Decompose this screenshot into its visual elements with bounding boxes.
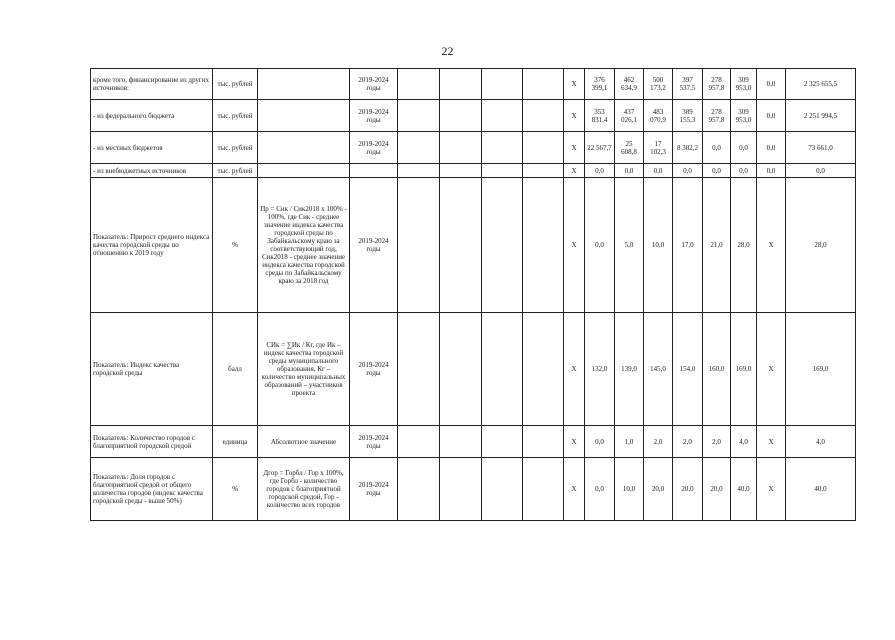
value-cell: 1,0 — [615, 426, 644, 458]
empty-cell — [482, 178, 523, 313]
value-cell: 145,0 — [644, 313, 673, 426]
empty-cell — [398, 164, 440, 178]
value-cell: 4,0 — [731, 426, 757, 458]
value-cell: 169,0 — [786, 313, 856, 426]
empty-cell — [523, 426, 564, 458]
value-cell: 160,0 — [703, 313, 731, 426]
empty-cell — [523, 132, 564, 164]
empty-cell — [523, 313, 564, 426]
unit-cell: тыс. рублей — [213, 100, 258, 132]
empty-cell — [482, 69, 523, 100]
value-cell: 483 070,9 — [644, 100, 673, 132]
value-cell: Х — [564, 100, 585, 132]
value-cell: 389 155,3 — [673, 100, 703, 132]
value-cell: 132,0 — [585, 313, 615, 426]
method-cell: СИк = ∑Ик / Кг, где Ик – индекс качества городской среды муниципального образования, Кг – количество муниципальных образований – участников проекта — [258, 313, 350, 426]
empty-cell — [398, 458, 440, 521]
value-cell: 0,0 — [757, 132, 786, 164]
value-cell: Х — [757, 426, 786, 458]
value-cell: 2 251 994,5 — [786, 100, 856, 132]
empty-cell — [482, 313, 523, 426]
unit-cell: балл — [213, 313, 258, 426]
row-name-cell: Показатель: Количество городов с благоприятной городской средой — [91, 426, 213, 458]
value-cell: Х — [564, 426, 585, 458]
value-cell: 376 399,1 — [585, 69, 615, 100]
empty-cell — [440, 69, 482, 100]
value-cell: 0,0 — [585, 458, 615, 521]
empty-cell — [523, 69, 564, 100]
value-cell: 0,0 — [731, 132, 757, 164]
method-cell — [258, 100, 350, 132]
period-cell: 2019-2024 годы — [350, 100, 398, 132]
value-cell: 0,0 — [757, 69, 786, 100]
table-row — [91, 313, 856, 426]
unit-cell: тыс. рублей — [213, 132, 258, 164]
empty-cell — [440, 100, 482, 132]
value-cell: 8 382,2 — [673, 132, 703, 164]
table-row — [91, 426, 856, 458]
empty-cell — [440, 313, 482, 426]
period-cell: 2019-2024 годы — [350, 132, 398, 164]
value-cell: 0,0 — [585, 426, 615, 458]
value-cell: 2,0 — [673, 426, 703, 458]
value-cell: 2,0 — [644, 426, 673, 458]
value-cell: Х — [757, 178, 786, 313]
value-cell: 17 102,3 — [644, 132, 673, 164]
value-cell: 2 325 655,5 — [786, 69, 856, 100]
empty-cell — [482, 426, 523, 458]
empty-cell — [482, 458, 523, 521]
value-cell: 5,0 — [615, 178, 644, 313]
empty-cell — [398, 178, 440, 313]
value-cell: 437 026,1 — [615, 100, 644, 132]
table-row — [91, 69, 856, 100]
value-cell: Х — [564, 458, 585, 521]
value-cell: 17,0 — [673, 178, 703, 313]
value-cell: 0,0 — [585, 178, 615, 313]
value-cell: 278 957,8 — [703, 100, 731, 132]
value-cell: 40,0 — [786, 458, 856, 521]
empty-cell — [440, 132, 482, 164]
row-name-cell: - из федерального бюджета — [91, 100, 213, 132]
empty-cell — [482, 164, 523, 178]
value-cell: 397 537,5 — [673, 69, 703, 100]
value-cell: Х — [757, 458, 786, 521]
value-cell: 0,0 — [644, 164, 673, 178]
value-cell: 10,0 — [644, 178, 673, 313]
period-cell: 2019-2024 годы — [350, 69, 398, 100]
empty-cell — [440, 426, 482, 458]
value-cell: 4,0 — [786, 426, 856, 458]
empty-cell — [523, 164, 564, 178]
period-cell — [350, 164, 398, 178]
method-cell: Дгор = Горбл / Гор x 100%, где Горбл - количество городов с благоприятной городской средой, Гор - количество всех городов — [258, 458, 350, 521]
value-cell: 0,0 — [703, 164, 731, 178]
empty-cell — [398, 426, 440, 458]
value-cell: 500 173,2 — [644, 69, 673, 100]
program-table — [90, 68, 856, 521]
method-cell — [258, 164, 350, 178]
value-cell: 169,0 — [731, 313, 757, 426]
row-name-cell: Показатель: Доля городов с благоприятной средой от общего количества городов (индекс качества городской среды - выше 50%) — [91, 458, 213, 521]
value-cell: 28,0 — [786, 178, 856, 313]
value-cell: 0,0 — [615, 164, 644, 178]
value-cell: 278 957,8 — [703, 69, 731, 100]
value-cell: Х — [564, 313, 585, 426]
empty-cell — [398, 100, 440, 132]
method-cell — [258, 69, 350, 100]
value-cell: 20,0 — [703, 458, 731, 521]
value-cell: 309 953,0 — [731, 69, 757, 100]
row-name-cell: кроме того, финансирование из других источников: — [91, 69, 213, 100]
value-cell: 25 608,8 — [615, 132, 644, 164]
method-cell — [258, 132, 350, 164]
page-number: 22 — [441, 44, 454, 58]
value-cell: 0,0 — [585, 164, 615, 178]
value-cell: 0,0 — [731, 164, 757, 178]
period-cell: 2019-2024 годы — [350, 178, 398, 313]
table-row — [91, 178, 856, 313]
row-name-cell: - из внебюджетных источников — [91, 164, 213, 178]
value-cell: 10,0 — [615, 458, 644, 521]
period-cell: 2019-2024 годы — [350, 458, 398, 521]
value-cell: 20,0 — [644, 458, 673, 521]
table-row — [91, 100, 856, 132]
table-row — [91, 132, 856, 164]
value-cell: Х — [564, 164, 585, 178]
value-cell: 40,0 — [731, 458, 757, 521]
value-cell: Х — [564, 132, 585, 164]
value-cell: 353 831,4 — [585, 100, 615, 132]
value-cell: 2,0 — [703, 426, 731, 458]
value-cell: 0,0 — [757, 100, 786, 132]
table-row — [91, 164, 856, 178]
empty-cell — [398, 313, 440, 426]
row-name-cell: Показатель: Прирост среднего индекса качества городской среды по отношению к 2019 году — [91, 178, 213, 313]
value-cell: 309 953,0 — [731, 100, 757, 132]
value-cell: 28,0 — [731, 178, 757, 313]
value-cell: 154,0 — [673, 313, 703, 426]
empty-cell — [523, 178, 564, 313]
empty-cell — [482, 100, 523, 132]
unit-cell: единица — [213, 426, 258, 458]
value-cell: 73 661,0 — [786, 132, 856, 164]
table-row — [91, 458, 856, 521]
empty-cell — [523, 458, 564, 521]
unit-cell: тыс. рублей — [213, 69, 258, 100]
empty-cell — [482, 132, 523, 164]
value-cell: 20,0 — [673, 458, 703, 521]
empty-cell — [440, 164, 482, 178]
empty-cell — [523, 100, 564, 132]
value-cell: 0,0 — [757, 164, 786, 178]
value-cell: Х — [757, 313, 786, 426]
period-cell: 2019-2024 годы — [350, 313, 398, 426]
empty-cell — [398, 69, 440, 100]
row-name-cell: Показатель: Индекс качества городской среды — [91, 313, 213, 426]
empty-cell — [398, 132, 440, 164]
value-cell: 0,0 — [786, 164, 856, 178]
empty-cell — [440, 458, 482, 521]
period-cell: 2019-2024 годы — [350, 426, 398, 458]
value-cell: 0,0 — [703, 132, 731, 164]
value-cell: 462 634,9 — [615, 69, 644, 100]
unit-cell: % — [213, 178, 258, 313]
unit-cell: % — [213, 458, 258, 521]
value-cell: Х — [564, 69, 585, 100]
value-cell: 21,0 — [703, 178, 731, 313]
empty-cell — [440, 178, 482, 313]
row-name-cell: - из местных бюджетов — [91, 132, 213, 164]
value-cell: Х — [564, 178, 585, 313]
method-cell: Пр = Сик / Сик2018 x 100% - 100%, где Сик - среднее значение индекса качества городской среды по Забайкальскому краю за соответствующий год, Сик2018 - среднее значение индекса качества городской среды по Забайкальскому краю за 2018 год — [258, 178, 350, 313]
value-cell: 22 567,7 — [585, 132, 615, 164]
unit-cell: тыс. рублей — [213, 164, 258, 178]
method-cell: Абсолютное значение — [258, 426, 350, 458]
value-cell: 139,0 — [615, 313, 644, 426]
value-cell: 0,0 — [673, 164, 703, 178]
